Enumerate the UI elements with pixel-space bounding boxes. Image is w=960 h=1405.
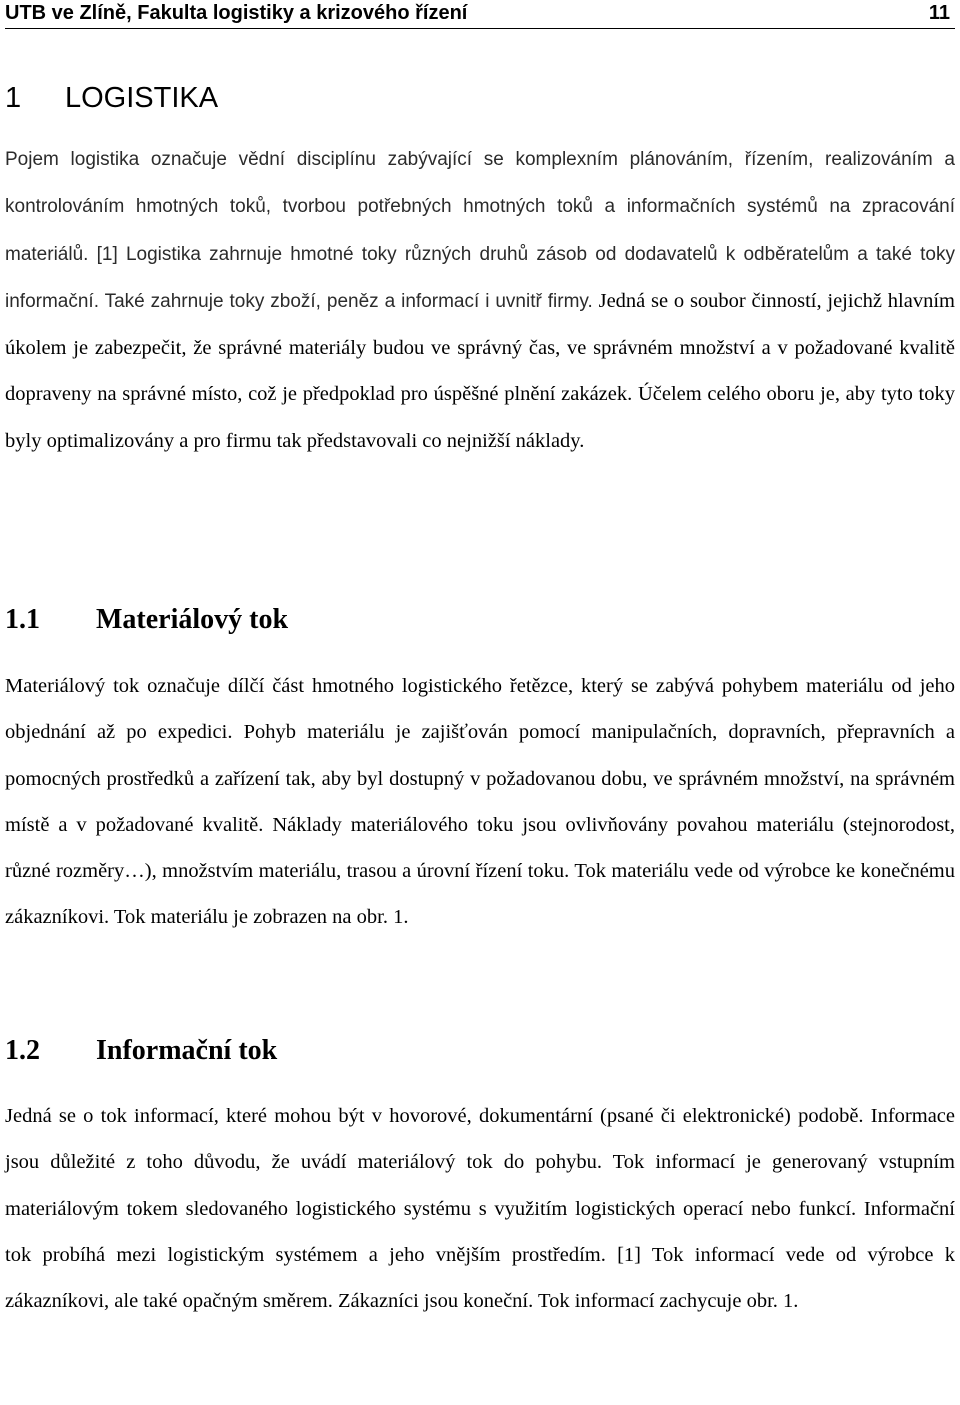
chapter-title: LOGISTIKA (65, 82, 219, 114)
section-heading-1-2 (5, 1034, 277, 1068)
chapter-heading (5, 80, 218, 116)
chapter-paragraph (5, 136, 955, 464)
section-1-1-paragraph: Materiálový tok označuje dílčí část hmotného logistického řetězce, který se zabývá pohybem materiálu od jeho objednání až po expedici. Pohyb materiálu je zajišťován pomocí manipulačních, dopravních, přepravních a pomocných prostředků a zařízení tak, aby byl dostupný v požadovanou dobu, ve správném množství, na správném místě a v požadované kvalitě. Náklady materiálového toku jsou ovlivňovány povahou materiálu (stejnorodost, různé rozměry…), množstvím materiálu, trasou a úrovní řízení toku. Tok materiálu vede od výrobce ke konečnému zákazníkovi. Tok materiálu je zobrazen na obr. 1. (5, 675, 955, 929)
section-number: 1.2 (5, 1035, 40, 1066)
chapter-paragraph-part1: Pojem logistika označuje vědní disciplínu zabývající se komplexním plánováním, řízením, realizováním a kontrolováním hmotných toků, tvorbou potřebných hmotných toků a informačních systémů na zpracování materiálů. [1] Logistika zahrnuje hmotné toky různých druhů zásob od dodavatelů k odběratelům a také toky informační. Také zahrnuje toky zboží, peněz a informací i uvnitř firmy. (5, 149, 955, 312)
section-heading-1-1 (5, 603, 288, 637)
chapter-paragraph-part2: Jedná se o soubor činností, jejichž hlavním úkolem je zabezpečit, že správné materiály budou ve správný čas, ve správném množství a v požadované kvalitě dopraveny na správné místo, což je předpoklad pro úspěšné plnění zakázek. Účelem celého oboru je, aby tyto toky byly optimalizovány a pro firmu tak představovali co nejnižší náklady. (5, 289, 955, 452)
section-title: Informační tok (96, 1035, 278, 1066)
section-1-2-paragraph: Jedná se o tok informací, které mohou být v hovorové, dokumentární (psané či elektronické) podobě. Informace jsou důležité z toho důvodu, že uvádí materiálový tok do pohybu. Tok informací je generovaný vstupním materiálovým tokem sledovaného logistického systému s využitím logistických operací nebo funkcí. Informační tok probíhá mezi logistickým systémem a jeho vnějším prostředím. [1] Tok informací vede od výrobce k zákazníkovi, ale také opačným směrem. Zákazníci jsou koneční. Tok informací zachycuje obr. 1. (5, 1105, 955, 1313)
chapter-number: 1 (5, 82, 22, 114)
page-number: 11 (928, 2, 950, 24)
header-title: UTB ve Zlíně, Fakulta logistiky a krizového řízení (5, 2, 468, 24)
running-header (5, 0, 955, 29)
section-title: Materiálový tok (96, 604, 289, 635)
section-number: 1.1 (5, 604, 40, 635)
